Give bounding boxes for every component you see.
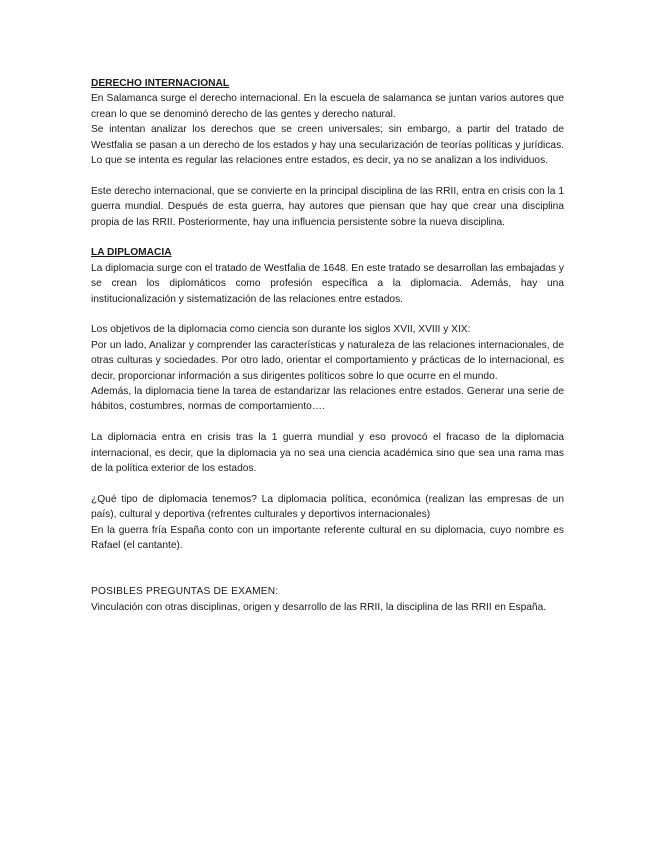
spacer	[91, 477, 564, 492]
paragraph: Este derecho internacional, que se convierte en la principal disciplina de las RRII, entra en crisis con la 1 guerra mundial. Después de esta guerra, hay autores que piensan que hay que crear una disciplina propia de las RRII. Posteriormente, hay una influencia persistente sobre la nueva disciplina.	[91, 185, 564, 228]
paragraph: La diplomacia entra en crisis tras la 1 guerra mundial y eso provocó el fracaso de la diplomacia internacional, es decir, que la diplomacia ya no sea una ciencia académica sino que sea una rama mas de la política exterior de los estados.	[91, 432, 564, 475]
spacer	[91, 554, 564, 585]
spacer	[91, 415, 564, 430]
paragraph: La diplomacia surge con el tratado de Westfalia de 1648. En este tratado se desarrollan las embajadas y se crean los diplomáticos como profesión específica a la diplomacia. Además, hay una institucionalización y sistematización de las relaciones entre estados.	[91, 262, 564, 305]
document-body	[91, 76, 564, 615]
paragraph: En la guerra fría España conto con un importante referente cultural en su diplomacia, cuyo nombre es Rafael (el cantante).	[91, 524, 564, 552]
paragraph: ¿Qué tipo de diplomacia tenemos? La diplomacia política, económica (realizan las empresas de un país), cultural y deportiva (refrentes culturales y deportivos internacionales)	[91, 493, 564, 521]
section-heading-posibles-preguntas: POSIBLES PREGUNTAS DE EXAMEN:	[91, 586, 279, 598]
paragraph: Los objetivos de la diplomacia como ciencia son durante los siglos XVII, XVIII y XIX:	[91, 324, 471, 336]
section-heading-la-diplomacia: LA DIPLOMACIA	[91, 247, 172, 259]
paragraph: En Salamanca surge el derecho internacional. En la escuela de salamanca se juntan varios autores que crean lo que se denominó derecho de las gentes y derecho natural.	[91, 93, 564, 120]
paragraph: Se intentan analizar los derechos que se creen universales; sin embargo, a partir del tratado de Westfalia se pasan a un derecho de los estados y hay una secularización de teorías políticas y jurídicas. Lo que se intenta es regular las relaciones entre estados, es decir, ya no se analizan a los individuos.	[91, 124, 564, 167]
paragraph: Vinculación con otras disciplinas, origen y desarrollo de las RRII, la disciplina de las RRII en España.	[91, 601, 547, 613]
spacer	[91, 307, 564, 322]
section-heading-derecho-internacional: DERECHO INTERNACIONAL	[91, 78, 230, 89]
spacer	[91, 168, 564, 183]
paragraph: Por un lado, Analizar y comprender las características y naturaleza de las relaciones internacionales, de otras culturas y sociedades. Por otro lado, orientar el comportamiento y prácticas de lo internacional, es decir, proporcionar información a sus dirigentes políticos sobre lo que ocurre en el mundo.	[91, 339, 564, 382]
paragraph: Además, la diplomacia tiene la tarea de estandarizar las relaciones entre estados. Generar una serie de hábitos, costumbres, normas de comportamiento….	[91, 386, 564, 413]
spacer	[91, 230, 564, 245]
